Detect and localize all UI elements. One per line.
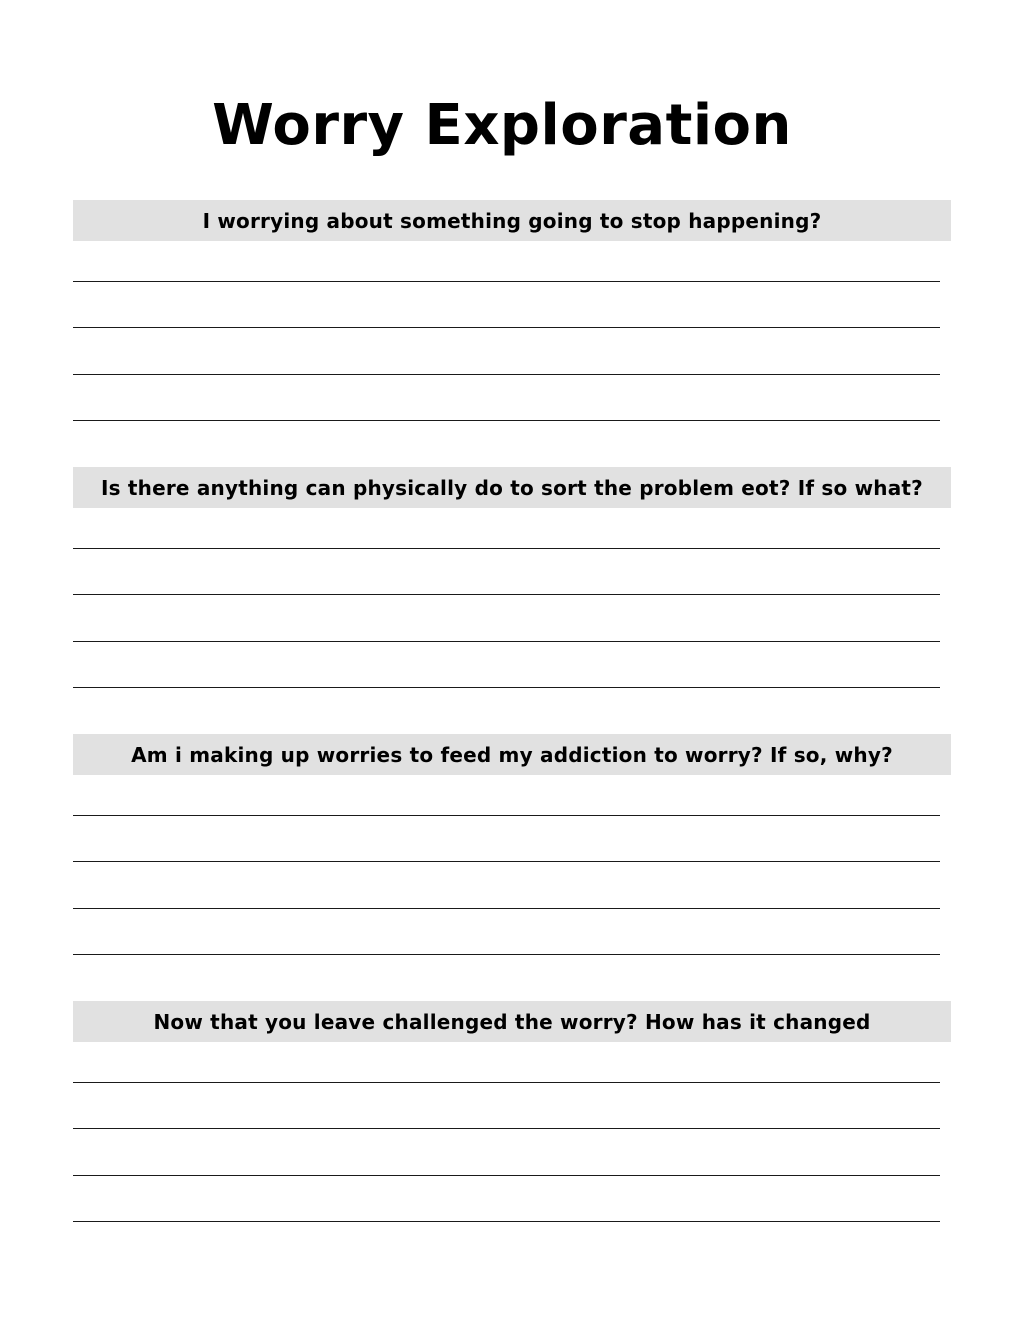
answer-line[interactable]: [73, 1221, 940, 1222]
answer-line[interactable]: [73, 327, 940, 328]
question-section-1: [73, 200, 951, 241]
answer-line[interactable]: [73, 815, 940, 816]
question-bar: [73, 200, 951, 241]
answer-line[interactable]: [73, 374, 940, 375]
answer-line[interactable]: [73, 548, 940, 549]
question-text: Is there anything can physically do to sort the problem eot? If so what?: [101, 475, 923, 500]
answer-line[interactable]: [73, 1128, 940, 1129]
question-text: I worrying about something going to stop happening?: [202, 208, 822, 233]
page-title: Worry Exploration: [212, 93, 792, 158]
answer-line[interactable]: [73, 954, 940, 955]
answer-line[interactable]: [73, 687, 940, 688]
answer-line[interactable]: [73, 281, 940, 282]
question-text: Am i making up worries to feed my addiction to worry? If so, why?: [131, 742, 893, 767]
answer-line[interactable]: [73, 594, 940, 595]
question-bar: [73, 467, 951, 508]
answer-line[interactable]: [73, 908, 940, 909]
question-bar: [73, 1001, 951, 1042]
answer-line[interactable]: [73, 641, 940, 642]
question-text: Now that you leave challenged the worry? How has it changed: [153, 1009, 871, 1034]
answer-line[interactable]: [73, 420, 940, 421]
answer-line[interactable]: [73, 1175, 940, 1176]
question-bar: [73, 734, 951, 775]
question-section-4: [73, 1001, 951, 1042]
question-section-3: [73, 734, 951, 775]
answer-line[interactable]: [73, 1082, 940, 1083]
question-section-2: [73, 467, 951, 508]
answer-line[interactable]: [73, 861, 940, 862]
